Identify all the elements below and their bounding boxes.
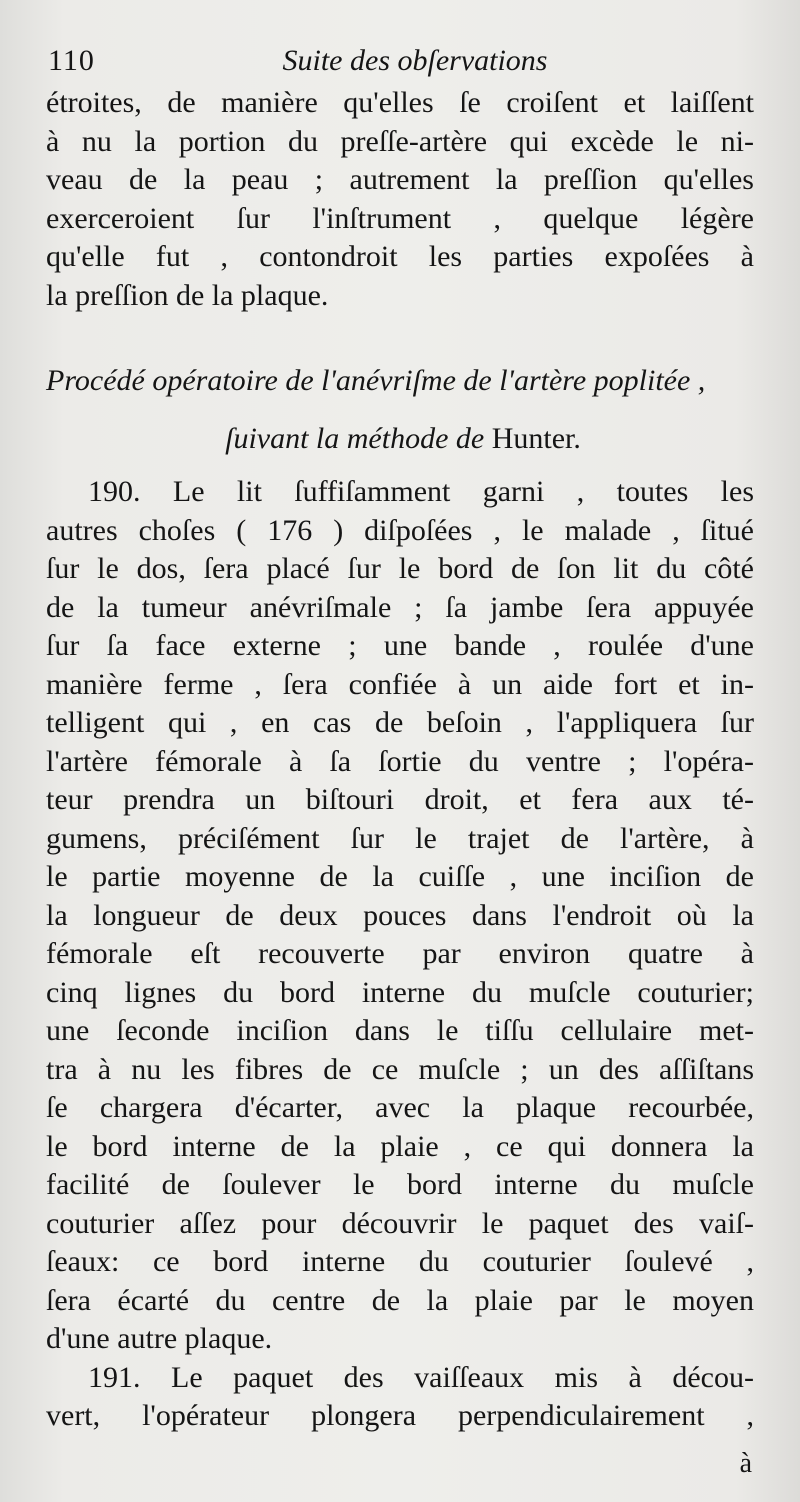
text-line: ſeaux: ce bord interne du couturier ſoulevé ,: [46, 1245, 754, 1278]
text-line: veau de la peau ; autrement la preſſion qu'elles: [46, 163, 754, 196]
text-line: d'une autre plaque.: [46, 1322, 273, 1355]
heading-line-1: Procédé opératoire de l'anévriſme de l'artère poplitée ,: [46, 364, 706, 397]
text-line: qu'elle fut , contondroit les parties expoſées à: [46, 240, 754, 273]
text-line: ſera écarté du centre de la plaie par le moyen: [46, 1283, 754, 1317]
text-line: couturier aſſez pour découvrir le paquet des vaiſ-: [46, 1206, 754, 1240]
paragraph-191-first-line: 191. Le paquet des vaiſſeaux mis à décou-: [88, 1360, 754, 1394]
running-head: Suite des obſervations: [282, 44, 548, 77]
text-line: à nu la portion du preſſe-artère qui excède le ni-: [46, 124, 754, 158]
paragraph-continued: [46, 84, 754, 315]
heading-line-2-text: ſuivant la méthode de: [225, 422, 485, 455]
text-line: ſur le dos, ſera placé ſur le bord de ſon lit du côté: [46, 552, 754, 585]
text-line: vert, l'opérateur plongera perpendiculairement ,: [46, 1399, 754, 1432]
paragraph-190-first-line: 190. Le lit ſuffiſamment garni , toutes les: [88, 475, 754, 508]
text-line: l'artère fémorale à ſa ſortie du ventre ; l'opéra-: [46, 744, 754, 778]
text-line: facilité de ſoulever le bord interne du muſcle: [46, 1168, 754, 1201]
text-line: teur prendra un biſtouri droit, et fera aux té-: [46, 783, 754, 816]
main-paragraphs: [46, 473, 754, 1436]
text-line: gumens, préciſément ſur le trajet de l'artère, à: [46, 821, 754, 855]
text-line: exerceroient ſur l'inſtrument , quelque légère: [46, 201, 754, 235]
text-line: le partie moyenne de la cuiſſe , une inciſion de: [46, 860, 754, 893]
text-line: ſe chargera d'écarter, avec la plaque recourbée,: [46, 1091, 754, 1124]
heading-line-2: [46, 410, 760, 468]
text-line: tra à nu les fibres de ce muſcle ; un des aſſiſtans: [46, 1052, 754, 1086]
text-line: ſur ſa face externe ; une bande , roulée d'une: [46, 629, 754, 662]
text-line: étroites, de manière qu'elles ſe croiſent et laiſſent: [46, 86, 754, 119]
page-header: [46, 40, 754, 90]
text-line: le bord interne de la plaie , ce qui donnera la: [46, 1129, 754, 1163]
text-line: telligent qui , en cas de beſoin , l'appliquera ſur: [46, 706, 754, 739]
section-heading: [46, 352, 760, 468]
text-line: une ſeconde inciſion dans le tiſſu cellulaire met-: [46, 1014, 754, 1047]
text-line: manière ferme , ſera confiée à un aide fort et in-: [46, 667, 754, 701]
heading-author-name: Hunter.: [491, 422, 581, 455]
text-line: fémorale eſt recouverte par environ quatre à: [46, 937, 754, 970]
catchword: à: [739, 1448, 752, 1479]
text-line: de la tumeur anévriſmale ; ſa jambe ſera appuyée: [46, 590, 754, 624]
page-number: 110: [48, 44, 95, 77]
text-line: la longueur de deux pouces dans l'endroit où la: [46, 898, 754, 932]
text-line: la preſſion de la plaque.: [46, 278, 329, 312]
text-line: cinq lignes du bord interne du muſcle couturier;: [46, 975, 754, 1009]
text-line: autres choſes ( 176 ) diſpoſées , le malade , ſitué: [46, 513, 754, 547]
